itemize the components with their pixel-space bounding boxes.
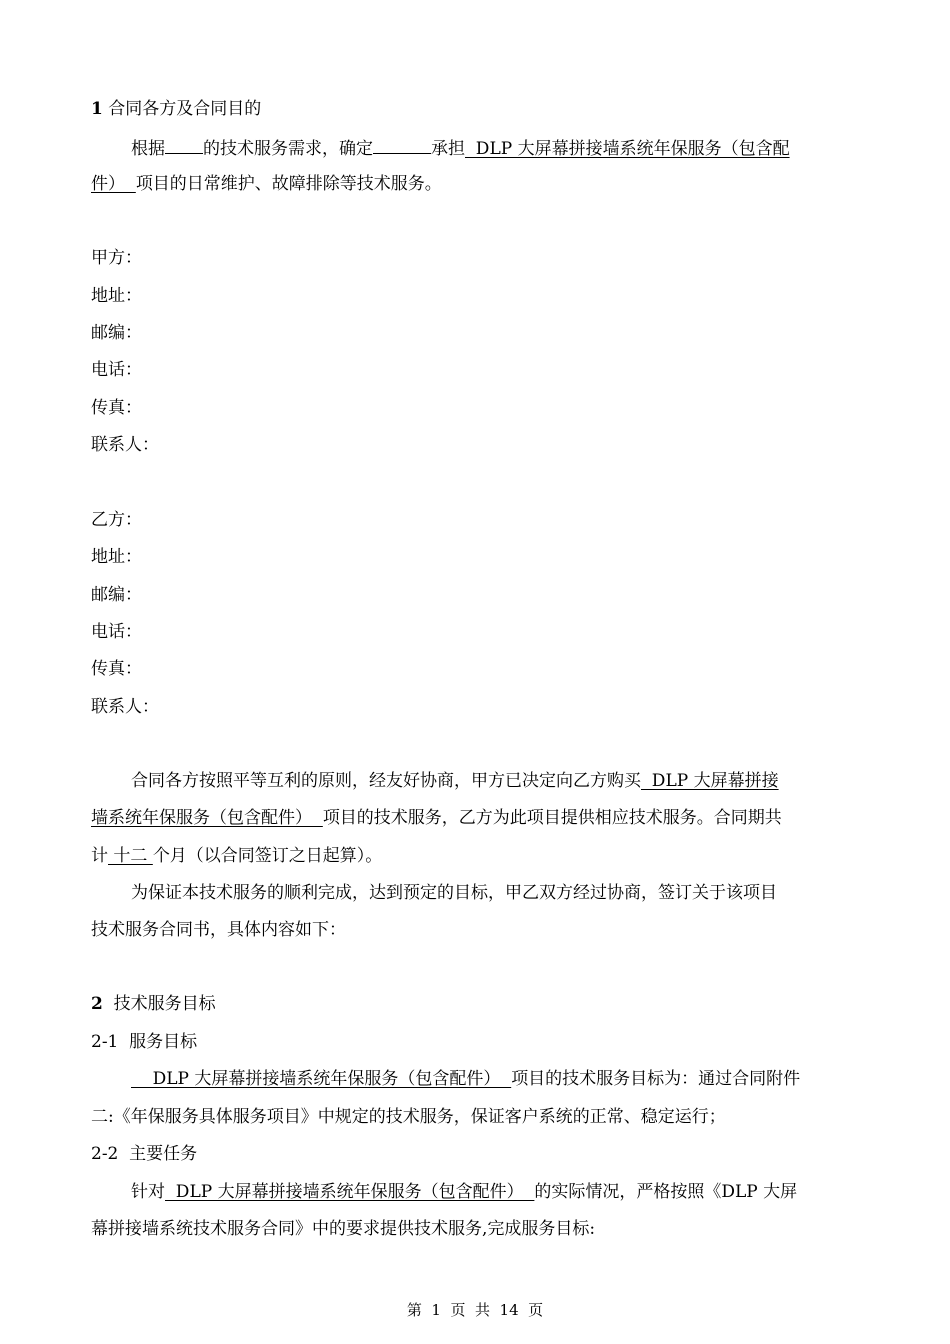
text-run: 项目的技术服务，乙方为此项目提供相应技术服务。合同期共	[322, 808, 782, 828]
agreement-line-3	[91, 844, 861, 868]
party-a-address: 地址：	[91, 286, 142, 306]
text-run: 的技术服务需求，确定	[203, 139, 373, 159]
agreement-p2-line-1: 为保证本技术服务的顺利完成，达到预定的目标，甲乙双方经过协商，签订关于该项目	[131, 883, 777, 903]
text-run: 的实际情况，严格按照《DLP 大屏	[534, 1182, 798, 1202]
party-b-phone: 电话：	[91, 622, 142, 642]
party-a-label: 甲方：	[91, 248, 142, 268]
project-name: DLP 大屏幕拼接墙系统年保服务（包含配件）	[131, 1069, 512, 1089]
party-a-fax: 传真：	[91, 398, 142, 418]
party-a-phone: 电话：	[91, 360, 142, 380]
subsection-2-1-line-2: 二:《年保服务具体服务项目》中规定的技术服务，保证客户系统的正常、稳定运行；	[91, 1107, 726, 1127]
agreement-line-2	[91, 806, 861, 830]
project-name: DLP 大屏幕拼接墙系统年保服务（包含配件）	[165, 1182, 535, 1202]
section-number: 1	[91, 99, 103, 119]
subsection-2-1-title: 2-1 服务目标	[91, 1032, 198, 1052]
text-run: 根据	[131, 139, 165, 159]
section-1-body-line-2	[91, 172, 861, 196]
section-title: 技术服务目标	[102, 994, 216, 1014]
text-run: 计	[91, 846, 108, 866]
section-number: 2	[91, 994, 103, 1014]
blank-field	[165, 135, 203, 154]
subsection-2-1-line-1	[131, 1067, 861, 1091]
project-name: DLP 大屏幕拼接	[641, 771, 779, 791]
contract-term: 十二	[108, 846, 153, 866]
section-title: 合同各方及合同目的	[108, 99, 262, 119]
text-run: 承担	[431, 139, 465, 159]
text-run: 个月（以合同签订之日起算）。	[152, 846, 383, 866]
section-2-heading	[91, 992, 861, 1016]
text-run: 项目的技术服务目标为：通过合同附件	[511, 1069, 801, 1089]
section-1-heading	[91, 97, 861, 121]
subsection-2-2-line-2: 幕拼接墙系统技术服务合同》中的要求提供技术服务,完成服务目标:	[91, 1219, 596, 1239]
subsection-2-2-line-1	[131, 1180, 861, 1204]
agreement-line-1	[131, 769, 861, 793]
party-b-contact: 联系人：	[91, 697, 159, 717]
party-b-fax: 传真：	[91, 659, 142, 679]
blank-field	[373, 135, 431, 154]
section-1-body-line-1	[131, 135, 861, 161]
project-name: 件）	[91, 174, 136, 194]
page-footer: 第 1 页 共 14 页	[406, 1301, 544, 1319]
text-run: 合同各方按照平等互利的原则，经友好协商，甲方已决定向乙方购买	[131, 771, 641, 791]
party-b-address: 地址：	[91, 547, 142, 567]
text-run: 项目的日常维护、故障排除等技术服务。	[135, 174, 442, 194]
party-a-postcode: 邮编：	[91, 323, 142, 343]
project-name: DLP 大屏幕拼接墙系统年保服务（包含配	[465, 139, 790, 159]
text-run: 针对	[131, 1182, 165, 1202]
party-a-contact: 联系人：	[91, 435, 159, 455]
project-name: 墙系统年保服务（包含配件）	[91, 808, 323, 828]
agreement-p2-line-2: 技术服务合同书，具体内容如下：	[91, 920, 346, 940]
party-b-postcode: 邮编：	[91, 585, 142, 605]
party-b-label: 乙方：	[91, 510, 142, 530]
subsection-2-2-title: 2-2 主要任务	[91, 1144, 198, 1164]
